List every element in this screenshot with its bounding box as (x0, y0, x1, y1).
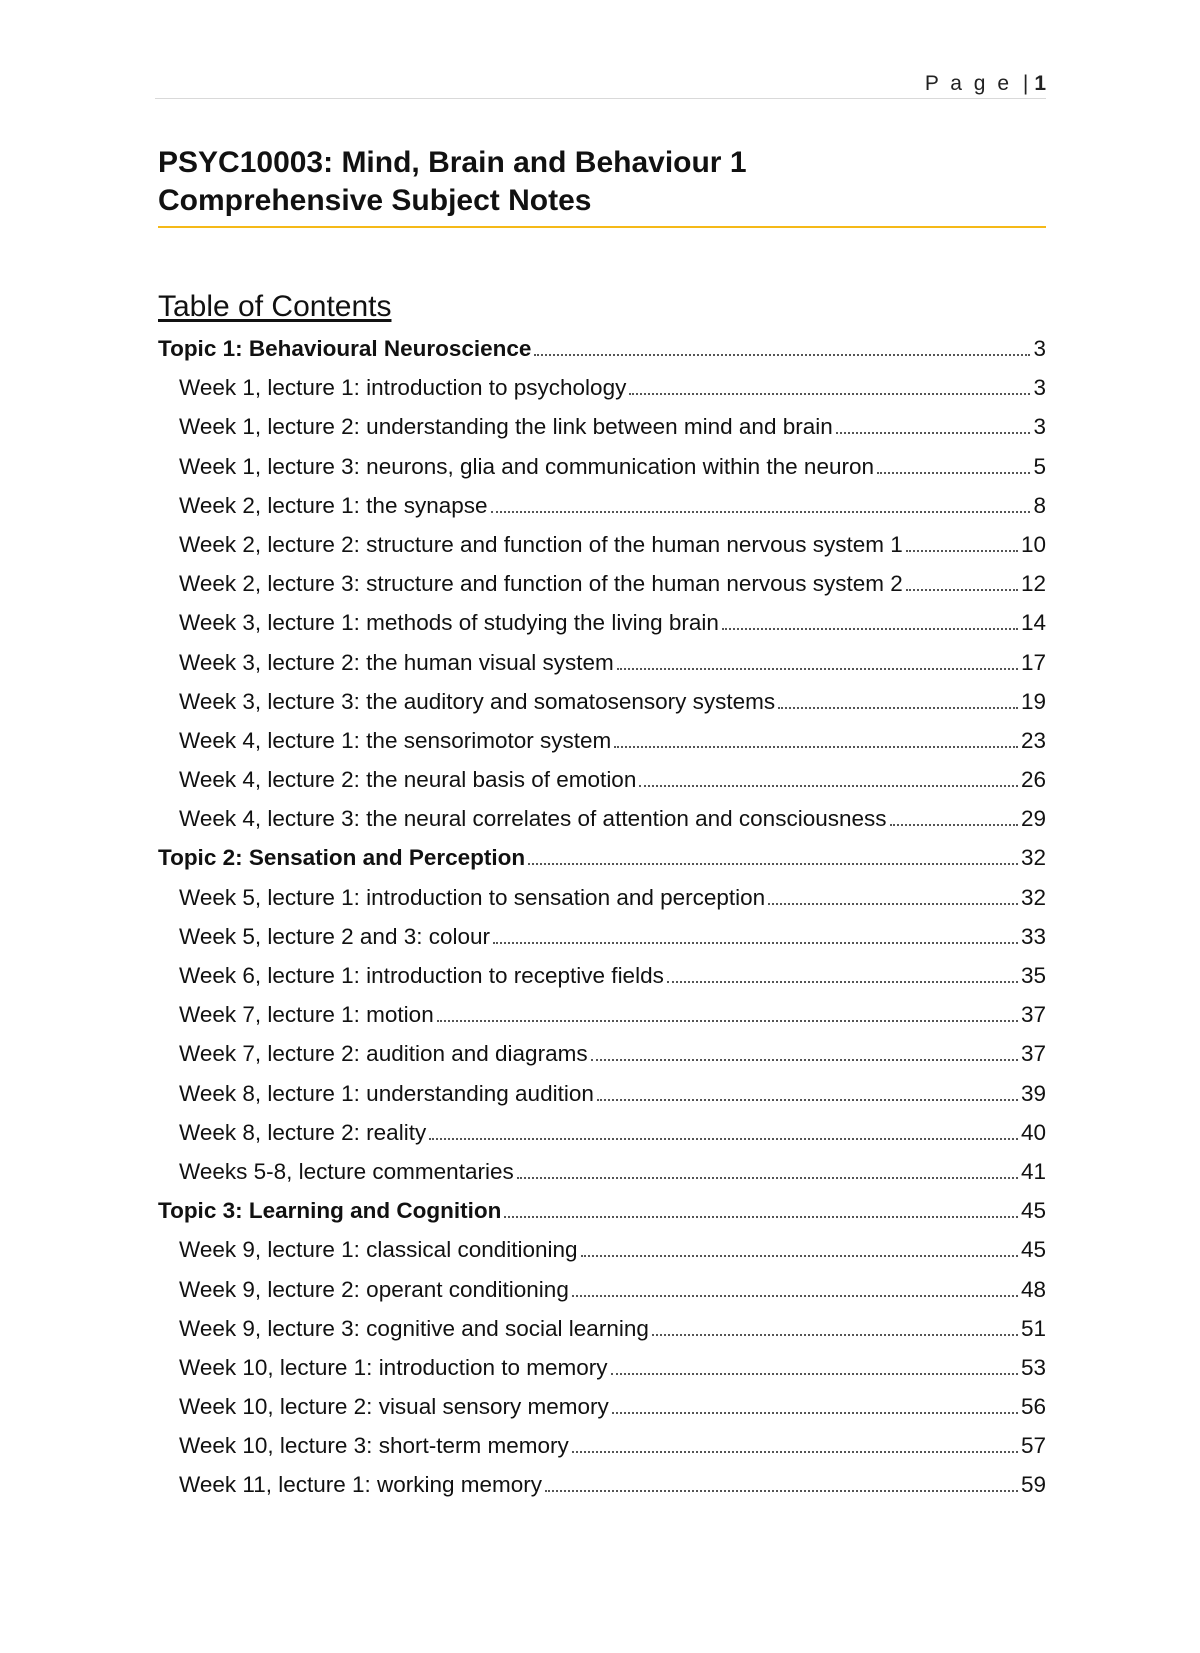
toc-entry-label[interactable]: Week 6, lecture 1: introduction to receptive fields (179, 963, 664, 988)
toc-entry-page[interactable]: 19 (1020, 688, 1046, 714)
toc-dot-leader (611, 1355, 1018, 1375)
toc-entry-page[interactable]: 32 (1020, 884, 1046, 910)
toc-dot-leader (572, 1277, 1018, 1297)
toc-entry-page[interactable]: 3 (1033, 375, 1046, 401)
toc-entry-page[interactable]: 51 (1020, 1315, 1046, 1341)
toc-dot-leader (429, 1120, 1018, 1140)
toc-entry-page[interactable]: 14 (1020, 610, 1046, 636)
toc-entry-label[interactable]: Topic 1: Behavioural Neuroscience (158, 336, 532, 361)
toc-entry-row[interactable] (158, 564, 1046, 603)
toc-dot-leader (572, 1433, 1018, 1453)
toc-entry-row[interactable] (158, 1152, 1046, 1191)
toc-entry-page[interactable]: 29 (1020, 806, 1046, 832)
toc-entry-row[interactable] (158, 1465, 1046, 1504)
toc-entry-label[interactable]: Topic 2: Sensation and Perception (158, 845, 526, 871)
toc-entry-page[interactable]: 3 (1033, 414, 1046, 440)
toc-dot-leader (591, 1041, 1018, 1061)
toc-entry-row[interactable] (158, 1387, 1046, 1426)
toc-entry-page[interactable]: 23 (1020, 727, 1046, 753)
toc-entry-label[interactable]: Week 3, lecture 2: the human visual system (179, 649, 614, 675)
toc-entry-page[interactable]: 32 (1020, 845, 1046, 871)
toc-entry-page[interactable]: 5 (1033, 453, 1046, 479)
toc-entry-page[interactable]: 59 (1020, 1472, 1046, 1498)
toc-entry-label[interactable]: Week 9, lecture 2: operant conditioning (179, 1276, 569, 1302)
toc-entry-page[interactable]: 8 (1033, 492, 1046, 518)
toc-entry-page[interactable]: 45 (1020, 1198, 1046, 1224)
toc-entry-row[interactable] (158, 1348, 1046, 1387)
toc-entry-row[interactable] (158, 1426, 1046, 1465)
toc-entry-page[interactable]: 3 (1033, 336, 1046, 361)
toc-entry-row[interactable] (158, 721, 1046, 760)
toc-dot-leader (517, 1159, 1018, 1179)
toc-dot-leader (534, 336, 1030, 356)
toc-entry-row[interactable] (158, 956, 1046, 995)
toc-entry-page[interactable]: 10 (1020, 531, 1046, 557)
toc-topic-row[interactable] (158, 1191, 1046, 1230)
toc-entry-row[interactable] (158, 447, 1046, 486)
toc-dot-leader (906, 532, 1018, 552)
toc-entry-label[interactable]: Week 1, lecture 1: introduction to psychology (179, 375, 627, 401)
toc-entry-page[interactable]: 26 (1020, 767, 1046, 793)
toc-entry-row[interactable] (158, 603, 1046, 642)
toc-entry-label[interactable]: Week 4, lecture 2: the neural basis of emotion (179, 767, 637, 793)
toc-entry-label[interactable]: Week 2, lecture 1: the synapse (179, 492, 488, 518)
toc-entry-row[interactable] (158, 917, 1046, 956)
toc-heading: Table of Contents (158, 290, 392, 323)
toc-entry-row[interactable] (158, 995, 1046, 1034)
toc-entry-label[interactable]: Week 2, lecture 2: structure and function of the human nervous system 1 (179, 531, 903, 557)
toc-entry-label[interactable]: Week 10, lecture 2: visual sensory memory (179, 1394, 609, 1420)
document-title (158, 144, 1046, 228)
toc-dot-leader (528, 845, 1018, 865)
toc-dot-leader (581, 1237, 1018, 1257)
toc-entry-row[interactable] (158, 525, 1046, 564)
toc-entry-label[interactable]: Week 7, lecture 1: motion (179, 1002, 434, 1028)
toc-dot-leader (597, 1081, 1018, 1101)
toc-dot-leader (617, 650, 1018, 670)
toc-entry-label[interactable]: Week 8, lecture 2: reality (179, 1119, 427, 1145)
toc-dot-leader (877, 454, 1031, 474)
toc-entry-label[interactable]: Week 7, lecture 2: audition and diagrams (179, 1041, 588, 1067)
toc-dot-leader (639, 767, 1018, 787)
toc-entry-row[interactable] (158, 407, 1046, 446)
toc-entry-page[interactable]: 41 (1020, 1158, 1046, 1184)
toc-dot-leader (667, 963, 1018, 983)
toc-dot-leader (652, 1316, 1018, 1336)
toc-entry-label[interactable]: Week 4, lecture 1: the sensorimotor system (179, 727, 612, 753)
toc-entry-label[interactable]: Week 3, lecture 1: methods of studying the living brain (179, 610, 719, 636)
toc-entry-page[interactable]: 17 (1020, 649, 1046, 675)
toc-entry-page[interactable]: 57 (1020, 1433, 1046, 1459)
toc-entry-label[interactable]: Weeks 5-8, lecture commentaries (179, 1158, 514, 1184)
page-number (925, 72, 1046, 96)
toc-entry-row[interactable] (158, 760, 1046, 799)
toc-entry-page[interactable]: 12 (1020, 571, 1046, 597)
toc-entry-row[interactable] (158, 1113, 1046, 1152)
toc-dot-leader (778, 689, 1018, 709)
toc-topic-row[interactable] (158, 838, 1046, 877)
toc-entry-row[interactable] (158, 1074, 1046, 1113)
toc-entry-label[interactable]: Week 5, lecture 1: introduction to sensation and perception (179, 884, 766, 910)
toc-dot-leader (890, 806, 1018, 826)
toc-entry-label[interactable]: Week 3, lecture 3: the auditory and somatosensory systems (179, 688, 776, 714)
toc-dot-leader (493, 924, 1018, 944)
page-number-value: 1 (1034, 72, 1046, 95)
toc-entry-label[interactable]: Week 9, lecture 3: cognitive and social learning (179, 1315, 649, 1341)
toc-entry-page[interactable]: 39 (1020, 1080, 1046, 1106)
toc-entry-page[interactable]: 37 (1020, 1002, 1046, 1028)
toc-entry-label[interactable]: Week 4, lecture 3: the neural correlates of attention and consciousness (179, 806, 887, 832)
toc-entry-row[interactable] (158, 682, 1046, 721)
toc-entry-page[interactable]: 37 (1020, 1041, 1046, 1067)
toc-entry-row[interactable] (158, 799, 1046, 838)
toc-entry-label[interactable]: Topic 3: Learning and Cognition (158, 1198, 502, 1224)
table-of-contents (158, 329, 1046, 1505)
document-title-line-1: PSYC10003: Mind, Brain and Behaviour 1 (158, 146, 747, 179)
toc-entry-label[interactable]: Week 11, lecture 1: working memory (179, 1472, 543, 1498)
toc-entry-label[interactable]: Week 1, lecture 3: neurons, glia and communication within the neuron (179, 453, 874, 479)
page-separator: | (1022, 72, 1029, 95)
toc-dot-leader (836, 414, 1031, 434)
toc-entry-row[interactable] (158, 1309, 1046, 1348)
toc-entry-row[interactable] (158, 878, 1046, 917)
toc-entry-label[interactable]: Week 2, lecture 3: structure and function of the human nervous system 2 (179, 571, 903, 597)
toc-dot-leader (612, 1394, 1018, 1414)
toc-entry-row[interactable] (158, 1034, 1046, 1073)
page-label: P a g e (924, 72, 1012, 95)
toc-dot-leader (906, 571, 1018, 591)
toc-dot-leader (629, 375, 1030, 395)
toc-entry-label[interactable]: Week 10, lecture 3: short-term memory (179, 1433, 569, 1459)
toc-dot-leader (722, 610, 1018, 630)
toc-dot-leader (437, 1002, 1018, 1022)
toc-entry-label[interactable]: Week 9, lecture 1: classical conditioning (179, 1237, 578, 1263)
toc-entry-row[interactable] (158, 643, 1046, 682)
toc-entry-row[interactable] (158, 486, 1046, 525)
toc-entry-page[interactable]: 53 (1020, 1354, 1046, 1380)
toc-entry-label[interactable]: Week 5, lecture 2 and 3: colour (179, 923, 491, 949)
toc-entry-row[interactable] (158, 1270, 1046, 1309)
toc-dot-leader (491, 493, 1031, 513)
toc-entry-page[interactable]: 48 (1020, 1276, 1046, 1302)
toc-entry-page[interactable]: 35 (1020, 963, 1046, 988)
toc-entry-page[interactable]: 56 (1020, 1394, 1046, 1420)
toc-dot-leader (545, 1472, 1018, 1492)
document-title-line-2: Comprehensive Subject Notes (158, 184, 592, 217)
toc-entry-label[interactable]: Week 10, lecture 1: introduction to memory (179, 1354, 608, 1380)
toc-dot-leader (768, 885, 1018, 905)
toc-dot-leader (614, 728, 1018, 748)
toc-entry-page[interactable]: 45 (1020, 1237, 1046, 1263)
page-header (155, 68, 1046, 99)
toc-entry-row[interactable] (158, 1230, 1046, 1269)
toc-topic-row[interactable] (158, 329, 1046, 368)
toc-dot-leader (504, 1198, 1018, 1218)
toc-entry-page[interactable]: 40 (1020, 1119, 1046, 1145)
toc-entry-row[interactable] (158, 368, 1046, 407)
toc-entry-page[interactable]: 33 (1020, 923, 1046, 949)
toc-entry-label[interactable]: Week 8, lecture 1: understanding audition (179, 1080, 594, 1106)
toc-entry-label[interactable]: Week 1, lecture 2: understanding the link between mind and brain (179, 414, 833, 440)
